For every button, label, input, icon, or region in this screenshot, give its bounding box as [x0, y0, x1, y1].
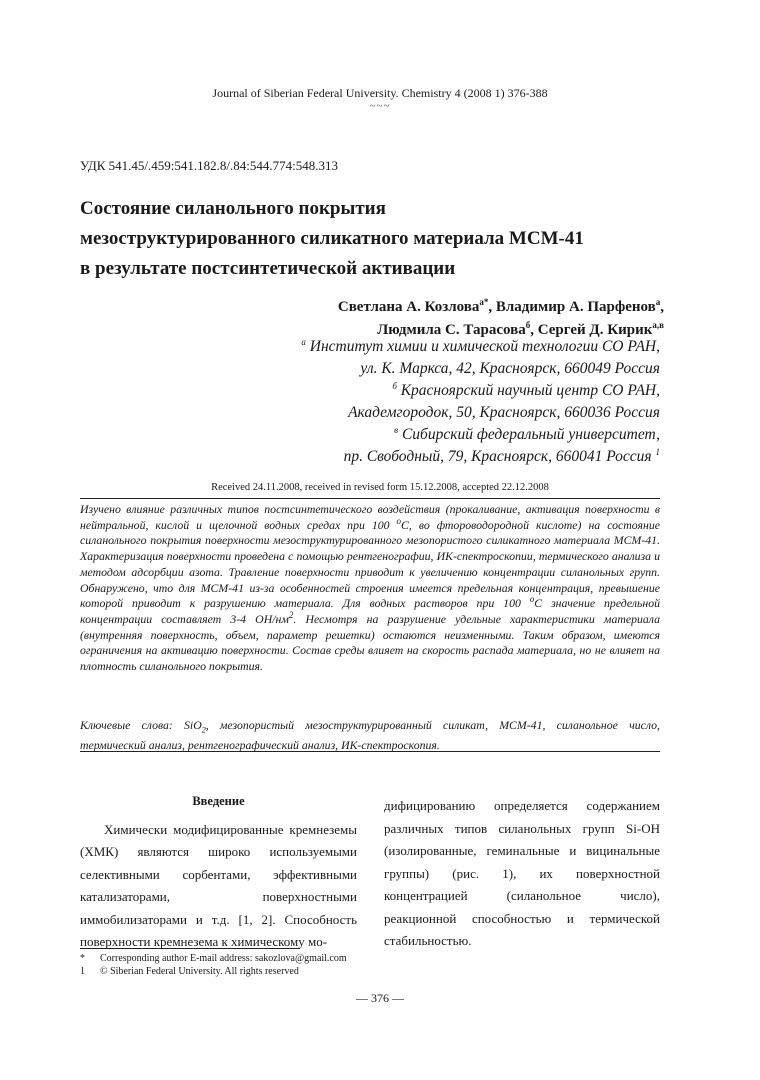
footnote: 1 © Siberian Federal University. All rights reserved	[80, 966, 299, 977]
received-dates: Received 24.11.2008, received in revised form 15.12.2008, accepted 22.12.2008	[211, 482, 549, 493]
affiliation-line: Академгородок, 50, Красноярск, 660036 Россия	[348, 404, 660, 421]
author-name: , Сергей Д. Кирик	[530, 322, 653, 338]
author-affil-mark: а*	[479, 297, 489, 307]
journal-header: Journal of Siberian Federal University. Chemistry 4 (2008 1) 376-388	[212, 86, 548, 100]
paragraph: Химически модифицированные кремнеземы (ХМК) являются широко используемыми селективными сорбентами, эффективными катализаторами, поверхностными иммобилизаторами и т.д. [1, 2]. Способность поверхности кремнезема к химическому мо-	[80, 821, 357, 949]
body-column-left	[80, 790, 357, 954]
author-affil-mark: б	[525, 320, 531, 330]
body-column-right	[384, 795, 660, 953]
title-line: мезоструктурированного силикатного материала МСМ-41	[80, 228, 584, 249]
section-heading: Введение	[192, 794, 245, 808]
footnotes	[80, 952, 660, 978]
page-number: — 376 —	[356, 991, 404, 1005]
author-name: Светлана А. Козлова	[337, 299, 480, 315]
header-ornament: ~~~	[369, 100, 391, 112]
title-line: в результате постсинтетической активации	[80, 258, 456, 279]
keywords: Ключевые слова: SiO$_2$, мезопористый мезоструктурированный силикат, МСМ-41, силанольное число, термический анализ, рентгенографический анализ, ИК-спектроскопия.	[80, 718, 660, 753]
udk-code: УДК 541.45/.459:541.182.8/.84:544.774:548.313	[80, 158, 338, 173]
paragraph: дифицированию определяется содержанием различных типов силанольных групп Si-OH (изолированные, геминальные и вицинальные группы) (рис. 1), их поверхностной концентрацией (силанольное число), реакционной способностью и термической стабильностью.	[384, 798, 660, 948]
abstract: Изучено влияние различных типов постсинтетического воздействия (прокаливание, активация поверхности в нейтральной, кислой и щелочной водных средах при 100 $^o$С, во фтороводородной кислоте) на состояние силанольного покрытия поверхности мезоструктурированного мезопористого силикатного материала МСМ-41. Характеризация поверхности проведена с помощью рентгенографии, ИК-спектроскопии, термического анализа и методом адсорбции азота. Травление поверхности приводит к увеличению концентрации силанольных групп. Обнаружено, что для МСМ-41 из-за особенностей строения имеется предельная концентрация, превышение которой приводит к разрушению материала. Для водных растворов при 100 $^o$С значение предельной концентрации составляет 3-4 $ОН/нм^2$. Несмотря на разрушение удельные характеристики материала (внутренняя поверхность, объем, параметр решетки) остаются неизменными. Таким образом, имеются ограничения на активацию поверхности. Состав среды влияет на скорость распада материала, но не влияет на плотность силанольного покрытия.	[80, 502, 660, 674]
affiliation-line: пр. Свободный, 79, Красноярск, 660041 Россия $^1$	[343, 446, 660, 465]
affiliation-line: $^б$ Красноярский научный центр СО РАН,	[392, 380, 660, 399]
author-line-1: Светлана А. Козлова$^{а*}$, Владимир А. Парфенов$^а$,	[337, 297, 664, 315]
affiliation-line: ул. К. Маркса, 42, Красноярск, 660049 Россия	[360, 360, 660, 377]
footnote-divider	[80, 948, 300, 949]
author-affil-mark: а,в	[652, 320, 664, 330]
affiliations	[301, 336, 660, 468]
divider	[80, 498, 660, 499]
title-line: Состояние силанольного покрытия	[80, 198, 386, 219]
author-name: Людмила С. Тарасова	[377, 322, 526, 338]
footnote: * Corresponding author E-mail address: sakozlova@gmail.com	[80, 953, 347, 964]
affiliation-line: $^а$ Институт химии и химической технологии СО РАН,	[301, 336, 660, 355]
author-affil-mark: а	[655, 297, 661, 307]
affiliation-line: $^в$ Сибирский федеральный университет,	[394, 424, 660, 443]
divider	[80, 751, 660, 752]
article-title	[80, 194, 680, 284]
author-name: , Владимир А. Парфенов	[488, 299, 656, 315]
